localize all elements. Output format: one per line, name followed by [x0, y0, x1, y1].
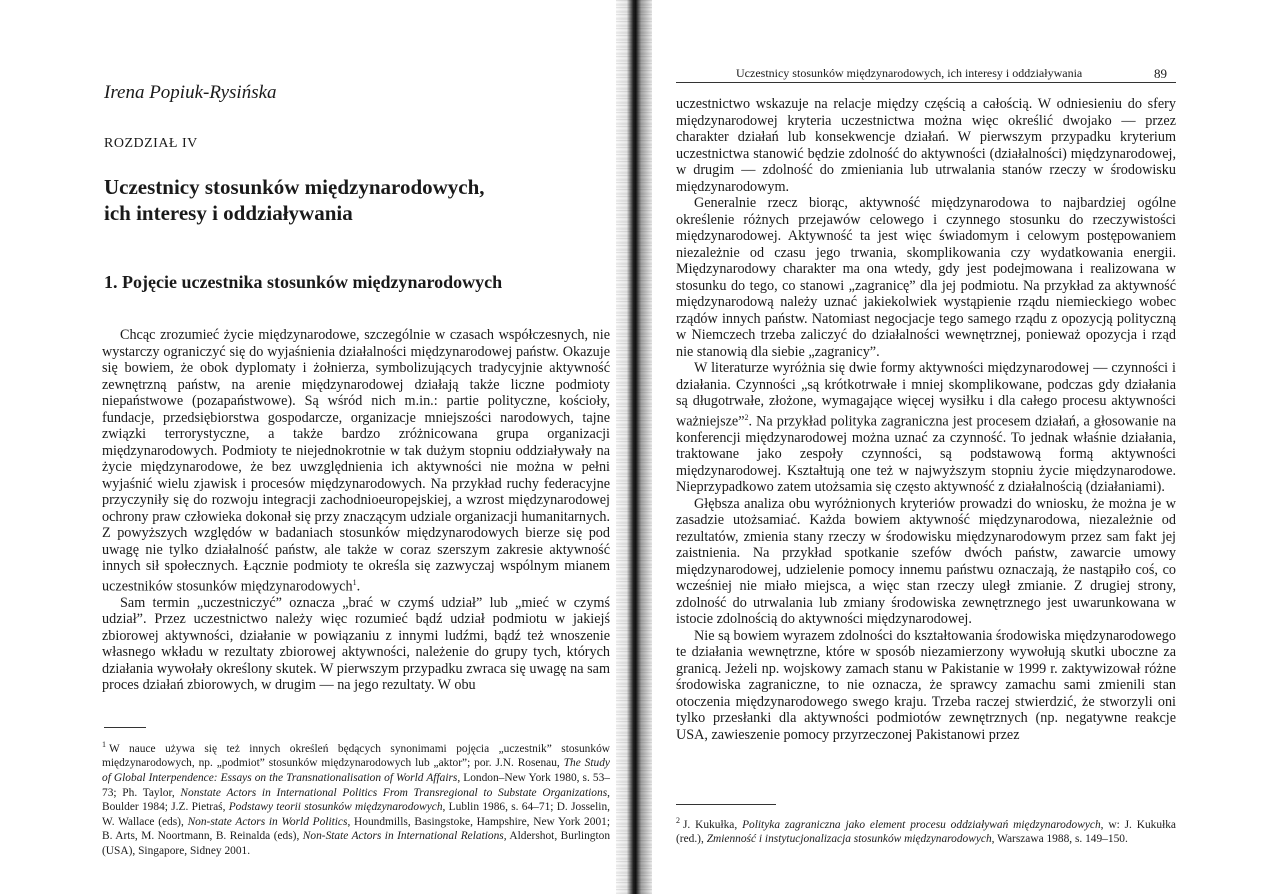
footnote-divider	[104, 727, 146, 728]
right-paragraph-5: Nie są bowiem wyrazem zdolności do kształtowania środowiska międzynarodowego te działania wewnętrzne, które w sposób niezamierzony wywołują skutki uboczne za granicą. Jeżeli np. wojskowy zamach stanu w Pakistanie w 1999 r. zaktywizował różne środowiska zagraniczne, to nie oznacza, że sprawcy zamachu sami zmienili stan otoczenia międzynarodowego swego kraju. Trzeba raczej stwierdzić, że stworzyli oni tylko przesłanki dla aktywności podmiotów zewnętrznych (np. negatywne reakcje USA, zawieszenie pomocy przyrzeczonej Pakistanowi przez	[676, 627, 1176, 743]
footnote-1-part-k: , Aldershot, Burlington (USA), Singapore, Sidney 2001.	[102, 830, 611, 857]
page-number: 89	[1154, 66, 1167, 81]
left-paragraph-2: Sam termin „uczestniczyć” oznacza „brać w czymś udział” lub „mieć w czymś udział”. Przez uczestnictwo należy więc rozumieć bądź udział podmiotu w jakiejś zbiorowej aktywności, działanie w powiązaniu z innymi ludźmi, bądź też wnoszenie własnego wkładu w rezultaty zbiorowej aktywności, należenie do grupy tych, których działania wywołały określony skutek. W pierwszym przypadku zwraca się uwagę na sam proces działań zbiorowych, w drugim — na jego rezultaty. W obu	[102, 594, 610, 694]
right-paragraph-3-text-b: . Na przykład polityka zagraniczna jest procesem działań, a głosowanie na konferencji międzynarodowej można uznać za czynność. To jednak właśnie działania, traktowane jako zespoły czynności, są podstawową formą aktywności międzynarodowej. Kształtują one też w najwyższym stopniu życie międzynarodowe. Nieprzypadkowo zatem utożsamia się często aktywność z działalnością (działaniami).	[676, 413, 1176, 496]
footnote-1-part-f: Podstawy teorii stosunków międzynarodowych	[228, 801, 443, 814]
right-paragraph-3-text-a: W literaturze wyróżnia się dwie formy aktywności międzynarodowej — czynności i działania. Czynności „są krótkotrwałe i mniej skomplikowane, podczas gdy działania są długotrwałe, złożone, wymagające więcej wysiłku i dla całego procesu aktywności ważniejsze”	[676, 360, 1176, 430]
footnote-2-number: 2	[676, 816, 680, 825]
footnote-divider-right	[676, 804, 776, 805]
footnote-2-part-a: J. Kukułka,	[683, 818, 743, 831]
section-heading: 1. Pojęcie uczestnika stosunków międzynarodowych	[104, 272, 503, 292]
left-paragraph-1-end: .	[356, 578, 361, 595]
right-paragraph-4: Głębsza analiza obu wyróżnionych kryteriów prowadzi do wniosku, że można je w zasadzie utożsamiać. Każda bowiem aktywność międzynarodowa, niezależnie od rezultatów, zmienia stany rzeczy w środowisku międzynarodowym przez sam fakt jej zaistnienia. Na przykład spotkanie szefów dwóch państw, zawarcie umowy międzynarodowej, udzielenie pomocy innemu państwu oznaczają, że nastąpiło coś, co wcześniej nie miało miejsca, a więc stan rzeczy uległ zmianie. Z drugiej strony, zdolność do utrwalania lub zmiany środowiska zewnętrznego jest uwarunkowana w istocie zdolnością do aktywności międzynarodowej.	[676, 495, 1176, 628]
right-paragraph-3	[676, 360, 1176, 496]
left-paragraph-1-text: Chcąc zrozumieć życie międzynarodowe, szczególnie w czasach współczesnych, nie wystarczy ograniczyć się do wyjaśnienia działalności międzynarodowej państw. Okazuje się bowiem, że obok dyplomaty i żołnierza, symbolizujących tradycyjnie aktywność zewnętrzną państw, na arenie międzynarodowej działają także liczne podmioty niepaństwowe (pozapaństwowe). Są wśród nich m.in.: partie polityczne, kościoły, fundacje, przedsiębiorstwa gospodarcze, organizacje mniejszości narodowych, tajne związki terrorystyczne, a także bardzo zróżnicowana grupa organizacji międzynarodowych. Podmioty te niejednokrotnie w tak dużym stopniu oddziaływały na życie międzynarodowe, że bez uwzględnienia ich aktywności nie można w pełni wyjaśnić wielu zjawisk i procesów międzynarodowych. Na przykład ruchy federacyjne przyczyniły się do rozwoju integracji zachodnioeuropejskiej, a wzrost międzynarodowej ochrony praw człowieka dokonał się przy znaczącym udziale organizacji humanitarnych. Z powyższych względów w badaniach stosunków międzynarodowych bierze się pod uwagę nie tylko działalność państw, ale także w coraz szerszym zakresie aktywność innych sił społecznych. Łącznie podmioty te określa się zazwyczaj wspólnym mianem uczestników stosunków międzynarodowych	[102, 327, 610, 595]
footnote-1-part-e: , Boulder 1984; J.Z. Pietraś,	[102, 786, 610, 814]
footnote-2-part-e: , Warszawa 1988, s. 149–150.	[991, 833, 1128, 846]
right-page	[640, 0, 1262, 894]
footnote-1-part-j: Non-State Actors in International Relations	[302, 830, 504, 843]
chapter-title-line-2: ich interesy i oddziaływania	[104, 201, 353, 225]
footnote-1	[102, 738, 610, 859]
footnote-1-number: 1	[102, 740, 106, 749]
footnote-ref-1: 1	[352, 577, 357, 587]
footnote-1-part-h: Non-state Actors in World Politics	[187, 815, 348, 828]
footnote-1-part-a: W nauce używa się też innych określeń będących synonimami pojęcia „uczestnik” stosunków międzynarodowych, np. „podmiot” stosunków międzynarodowych lub „aktor”; por. J.N. Rosenau,	[102, 742, 610, 770]
chapter-title-line-1: Uczestnicy stosunków międzynarodowych,	[104, 175, 485, 199]
footnote-2-part-d: Zmienność i instytucjonalizacja stosunków międzynarodowych	[706, 833, 992, 846]
right-paragraph-2: Generalnie rzecz biorąc, aktywność międzynarodowa to najbardziej ogólne określenie różnych przejawów celowego i czynnego stosunku do rzeczywistości międzynarodowej. Aktywność ta jest więc świadomym i celowym postępowaniem niezależnie od czasu jego trwania, skomplikowania czy wydatkowania energii. Międzynarodowy charakter ma ona wtedy, gdy jest podejmowana i realizowana w stosunku do tego, co stanowi „zagranicę” dla jej podmiotu. Na przykład za aktywność międzynarodową należy uznać jakiekolwiek wystąpienie rządu niemieckiego wobec rządów innych państw. Natomiast negocjacje tego samego rządu z opozycją polityczną w Niemczech trzeba zaliczyć do działalności wewnętrznej, ponieważ opozycja i rząd nie stanowią dla siebie „zagranicy”.	[676, 195, 1176, 360]
running-head: Uczestnicy stosunków międzynarodowych, ich interesy i oddziaływania	[736, 66, 1083, 80]
left-paragraph-1	[102, 327, 610, 595]
left-page	[0, 0, 630, 894]
footnote-2-part-b: Polityka zagraniczna jako element procesu oddziaływań międzynarodowych	[742, 818, 1101, 831]
chapter-label: ROZDZIAŁ IV	[104, 136, 198, 151]
footnote-2	[676, 814, 1176, 847]
right-body-text	[676, 96, 1176, 743]
chapter-title	[104, 174, 584, 226]
right-paragraph-1: uczestnictwo wskazuje na relacje między częścią a całością. W odniesieniu do sfery międzynarodowej kryteria uczestnictwa można więc określić dwojako — przez charakter działań lub konsekwencje działań. W pierwszym przypadku kryterium uczestnictwa stanowić będzie zdolność do aktywności (działalności) międzynarodowej, w drugim — zdolność do zmieniania lub utrwalania stanów rzeczy w środowisku międzynarodowym.	[676, 96, 1176, 195]
footnote-2-part-c: , w: J. Kukułka (red.),	[676, 818, 1176, 846]
footnote-1-part-i: , Houndmills, Basingstoke, Hampshire, New York 2001; B. Arts, M. Noortmann, B. Reinalda (eds),	[102, 815, 611, 843]
footnote-1-part-c: , London–New York 1980, s. 53–73; Ph. Taylor,	[102, 771, 610, 799]
author-name: Irena Popiuk-Rysińska	[104, 82, 277, 103]
footnote-1-part-b: The Study of Global Interpendence: Essays on the Transnationalisation of World Affairs	[102, 757, 610, 784]
footnote-ref-2: 2	[744, 412, 749, 422]
footnote-1-part-g: , Lublin 1986, s. 64–71; D. Josselin, W. Wallace (eds),	[102, 801, 610, 828]
left-body-text	[102, 327, 610, 694]
footnote-1-part-d: Nonstate Actors in International Politics From Transregional to Substate Organizations	[180, 786, 608, 799]
